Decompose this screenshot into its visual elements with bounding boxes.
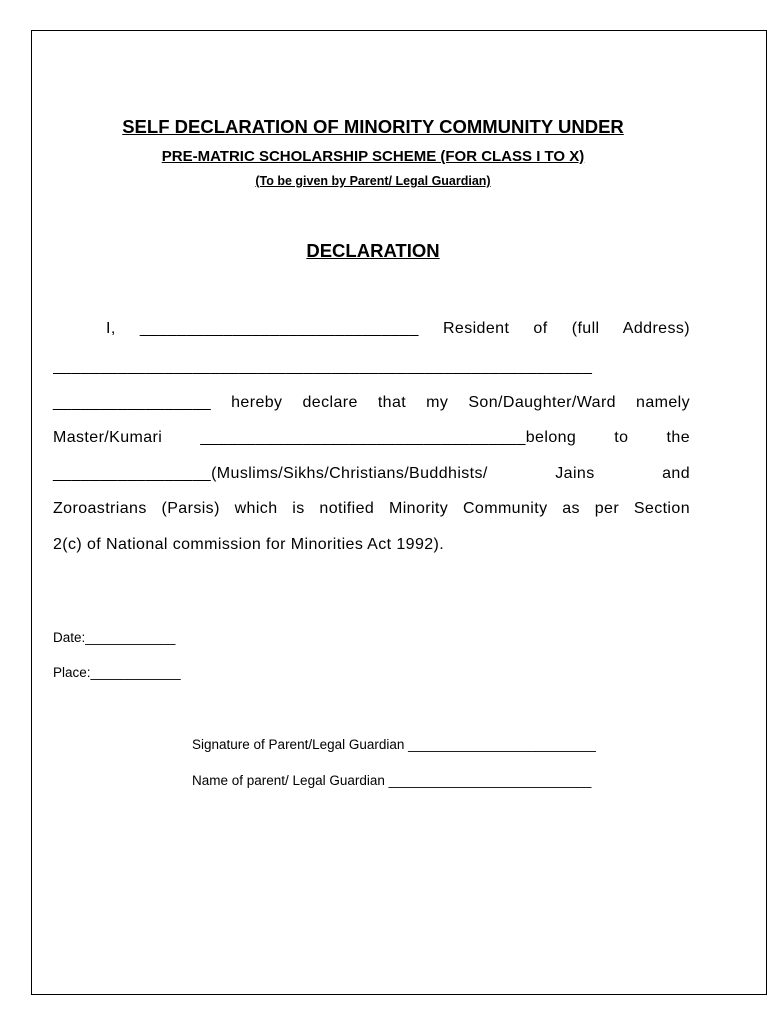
document-note: (To be given by Parent/ Legal Guardian) [255, 174, 491, 188]
document-title: SELF DECLARATION OF MINORITY COMMUNITY UNDER [122, 116, 624, 137]
signature-field: Signature of Parent/Legal Guardian _________________________ [192, 737, 596, 752]
declaration-heading: DECLARATION [306, 240, 440, 261]
place-field: Place:____________ [53, 665, 181, 680]
guardian-name-field: Name of parent/ Legal Guardian ___________________________ [192, 773, 592, 788]
declaration-line-7: 2(c) of National commission for Minorities Act 1992). [53, 536, 445, 553]
declaration-line-4: Master/Kumari ___________________________________belong to the [53, 429, 690, 446]
declaration-line-1: I, ______________________________ Resident of (full Address) [106, 320, 690, 337]
declaration-line-6: Zoroastrians (Parsis) which is notified Minority Community as per Section [53, 500, 690, 517]
declaration-line-3: _________________ hereby declare that my Son/Daughter/Ward namely [53, 394, 690, 411]
document-subtitle: PRE-MATRIC SCHOLARSHIP SCHEME (FOR CLASS I TO X) [161, 148, 585, 165]
date-field: Date:____________ [53, 630, 176, 645]
declaration-line-2: __________________________________________________________ [53, 358, 593, 375]
declaration-line-5: _________________(Muslims/Sikhs/Christians/Buddhists/ Jains and [53, 465, 690, 482]
